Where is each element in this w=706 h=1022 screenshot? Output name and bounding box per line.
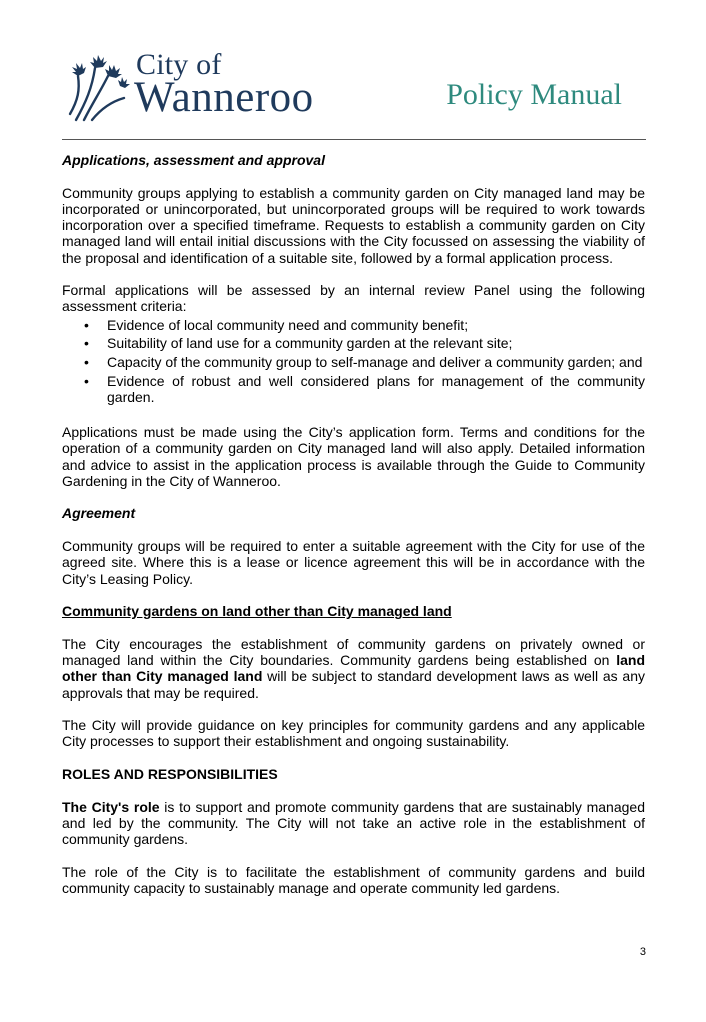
- bullet-icon: •: [84, 372, 89, 389]
- header-divider: [62, 139, 646, 140]
- paragraph-guidance: The City will provide guidance on key principles for community gardens and any applicable City processes to support their establishment and ongoing sustainability.: [62, 717, 645, 750]
- paragraph-applications: Community groups applying to establish a community garden on City managed land may be incorporated or unincorporated, but unincorporated groups will be required to work towards incorporation over a specified timeframe. Requests to establish a community garden on City managed land will entail initial discussions with the City focussed on assessing the viability of the proposal and identification of a suitable site, followed by a formal application process.: [62, 184, 645, 266]
- paragraph-other-land: The City encourages the establishment of community gardens on privately owned or managed land within the City boundaries. Community gardens being established on land other than City managed land will be subject to standard development laws as well as any approvals that may be required.: [62, 635, 645, 701]
- paragraph-formal-applications: Formal applications will be assessed by an internal review Panel using the following assessment criteria:: [62, 282, 645, 315]
- criteria-item: • Evidence of robust and well considered plans for management of the community garden.: [84, 372, 645, 405]
- heading-other-land: Community gardens on land other than City managed land: [62, 603, 452, 620]
- kangaroo-paw-icon: [62, 50, 134, 122]
- paragraph-facilitate: The role of the City is to facilitate the establishment of community gardens and build community capacity to sustainably manage and operate community led gardens.: [62, 864, 645, 897]
- heading-applications: Applications, assessment and approval: [62, 152, 325, 168]
- bullet-icon: •: [84, 354, 89, 371]
- bullet-icon: •: [84, 335, 89, 352]
- logo-text-city-of: City of: [136, 48, 222, 81]
- heading-roles: ROLES AND RESPONSIBILITIES: [62, 766, 278, 783]
- paragraph-agreement: Community groups will be required to enter a suitable agreement with the City for use of the agreed site. Where this is a lease or licence agreement this will be in accordance with the City’s Leasing Policy.: [62, 538, 645, 587]
- criteria-item: • Capacity of the community group to self-manage and deliver a community garden; and: [84, 354, 643, 371]
- bullet-icon: •: [84, 316, 89, 333]
- city-of-wanneroo-logo: [62, 48, 322, 122]
- paragraph-city-role: The City's role is to support and promote community gardens that are sustainably managed and led by the community. The City will not take an active role in the establishment of community gardens.: [62, 798, 645, 848]
- document-body: [62, 152, 645, 896]
- page-number: 3: [639, 946, 646, 958]
- criteria-list: [62, 317, 645, 406]
- heading-agreement: Agreement: [62, 505, 136, 522]
- criteria-item: • Suitability of land use for a community garden at the relevant site;: [84, 335, 513, 352]
- policy-manual-title: Policy Manual: [446, 78, 622, 111]
- criteria-item: • Evidence of local community need and community benefit;: [84, 316, 469, 333]
- paragraph-application-form: Applications must be made using the City’s application form. Terms and conditions for the operation of a community garden on City managed land will also apply. Detailed information and advice to assist in the application process is available through the Guide to Community Gardening in the City of Wanneroo.: [62, 424, 645, 489]
- logo-text-wanneroo: Wanneroo: [134, 74, 314, 121]
